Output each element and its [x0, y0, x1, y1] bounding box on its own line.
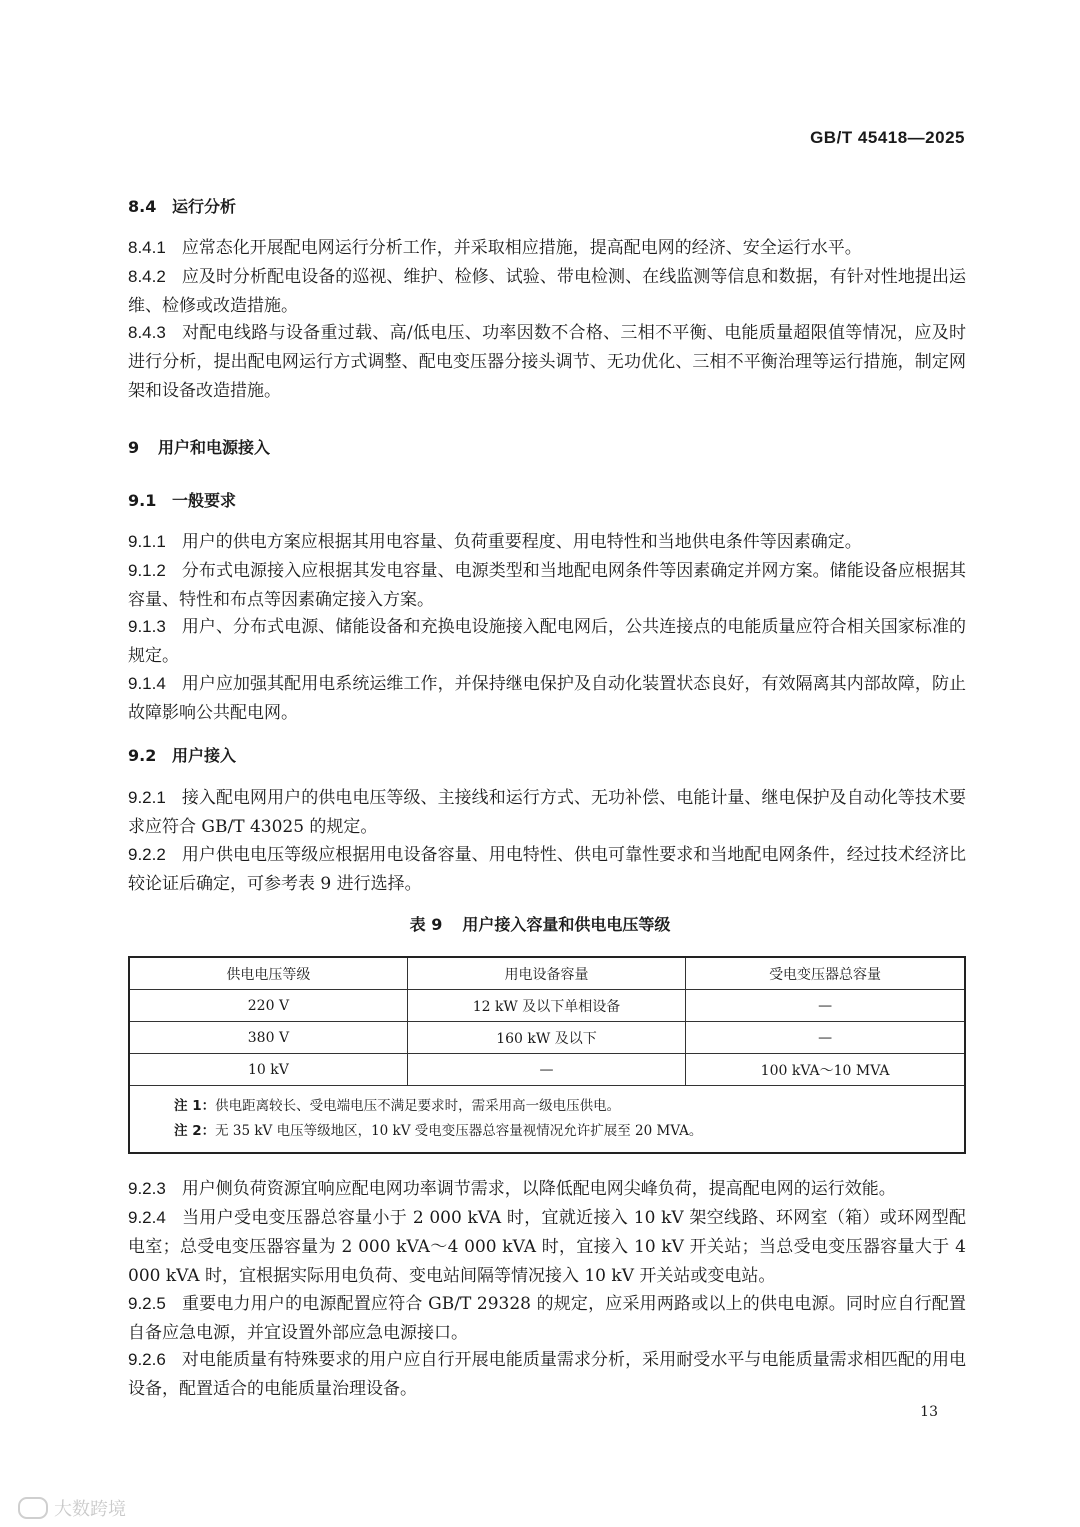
table-row: [129, 990, 965, 1022]
table-cell: —: [686, 1022, 965, 1054]
clause-9-1-3: [128, 612, 966, 671]
section-title: 用户接入: [172, 746, 237, 765]
table-note: [174, 1094, 964, 1119]
clause-text: 用户侧负荷资源宜响应配电网功率调节需求，以降低配电网尖峰负荷，提高配电网的运行效能。: [181, 1179, 896, 1199]
table-row: [129, 1022, 965, 1054]
clause-9-2-6: [128, 1345, 966, 1404]
note-text: 无 35 kV 电压等级地区，10 kV 受电变压器总容量视情况允许扩展至 20 MVA。: [215, 1123, 703, 1139]
table-row: [129, 1054, 965, 1086]
clause-9-2-4: [128, 1203, 966, 1291]
clause-9-2-5: [128, 1289, 966, 1348]
page-number: 13: [920, 1404, 938, 1420]
clause-text: 应常态化开展配电网运行分析工作，并采取相应措施，提高配电网的经济、安全运行水平。: [181, 238, 862, 258]
clause-text: 对配电线路与设备重过载、高/低电压、功率因数不合格、三相不平衡、电能质量超限值等情况，应及时进行分析，提出配电网运行方式调整、配电变压器分接头调节、无功优化、三相不平衡治理等运行措施，制定网架和设备改造措施。: [128, 323, 966, 401]
clause-number: 9.1.3: [128, 617, 166, 636]
clause-number: 8.4.1: [128, 238, 166, 257]
table-cell: 100 kVA～10 MVA: [686, 1054, 965, 1086]
clause-9-1-4: [128, 669, 966, 728]
header-cell: 用电设备容量: [407, 957, 685, 990]
table-cell: 380 V: [129, 1022, 407, 1054]
clause-number: 9.2.3: [128, 1179, 166, 1198]
table-header-row: [129, 957, 965, 990]
section-heading-9-1: [128, 488, 236, 511]
clause-text: 分布式电源接入应根据其发电容量、电源类型和当地配电网条件等因素确定并网方案。储能设备应根据其容量、特性和布点等因素确定接入方案。: [128, 561, 966, 610]
clause-number: 9.1.1: [128, 532, 166, 551]
section-number: 9.2: [128, 746, 157, 765]
section-heading-8-4: [128, 194, 236, 217]
watermark-logo-icon: [18, 1497, 48, 1519]
table-cell: 10 kV: [129, 1054, 407, 1086]
clause-text: 用户、分布式电源、储能设备和充换电设施接入配电网后，公共连接点的电能质量应符合相关国家标准的规定。: [128, 617, 966, 666]
section-title: 用户和电源接入: [158, 438, 271, 457]
section-title: 运行分析: [172, 197, 237, 216]
clause-number: 9.1.4: [128, 674, 166, 693]
clause-8-4-3: [128, 318, 966, 406]
clause-number: 9.2.6: [128, 1350, 166, 1369]
note-text: 供电距离较长、受电端电压不满足要求时，需采用高一级电压供电。: [215, 1098, 621, 1114]
standard-id: GB/T 45418—2025: [810, 128, 965, 147]
table-note: [174, 1119, 964, 1144]
table-cell: —: [686, 990, 965, 1022]
clause-9-2-2: [128, 840, 966, 899]
table-cell: 220 V: [129, 990, 407, 1022]
clause-number: 8.4.2: [128, 267, 166, 286]
section-title: 一般要求: [172, 491, 237, 510]
table-9: [128, 956, 966, 1154]
clause-text: 用户的供电方案应根据其用电容量、负荷重要程度、用电特性和当地供电条件等因素确定。: [181, 532, 862, 552]
clause-8-4-1: [128, 233, 966, 263]
clause-number: 9.2.4: [128, 1208, 166, 1227]
clause-text: 接入配电网用户的供电电压等级、主接线和运行方式、无功补偿、电能计量、继电保护及自动化等技术要求应符合 GB/T 43025 的规定。: [128, 788, 966, 837]
table-caption-number: 表 9: [409, 915, 443, 934]
table-cell: 12 kW 及以下单相设备: [407, 990, 685, 1022]
note-label: 注 1：: [174, 1098, 216, 1114]
header-cell: 受电变压器总容量: [686, 957, 965, 990]
table-cell: —: [407, 1054, 685, 1086]
section-number: 8.4: [128, 197, 157, 216]
clause-9-2-1: [128, 783, 966, 842]
clause-text: 用户应加强其配用电系统运维工作，并保持继电保护及自动化装置状态良好，有效隔离其内部故障，防止故障影响公共配电网。: [128, 674, 966, 723]
table-notes: [129, 1086, 965, 1154]
watermark: [18, 1495, 126, 1521]
watermark-text: 大数跨境: [54, 1499, 126, 1520]
clause-9-1-2: [128, 556, 966, 615]
section-heading-9-2: [128, 743, 236, 766]
table-notes-row: [129, 1086, 965, 1154]
table-caption-title: 用户接入容量和供电电压等级: [462, 915, 671, 934]
clause-text: 重要电力用户的电源配置应符合 GB/T 29328 的规定，应采用两路或以上的供电电源。同时应自行配置自备应急电源，并宜设置外部应急电源接口。: [128, 1294, 966, 1343]
table-caption: [0, 912, 1080, 935]
clause-text: 当用户受电变压器总容量小于 2 000 kVA 时，宜就近接入 10 kV 架空线路、环网室（箱）或环网型配电室；总受电变压器容量为 2 000 kVA～4 000 kVA 时，宜接入 10 kV 开关站；当总受电变压器容量大于 4 000 kVA 时，宜根据实际用电负荷、变电站间隔等情况接入 10 kV 开关站或变电站。: [128, 1208, 966, 1286]
header-cell: 供电电压等级: [129, 957, 407, 990]
clause-8-4-2: [128, 262, 966, 321]
clause-number: 9.2.1: [128, 788, 166, 807]
clause-9-1-1: [128, 527, 966, 557]
clause-number: 9.2.5: [128, 1294, 166, 1313]
section-number: 9: [128, 438, 140, 457]
clause-number: 9.2.2: [128, 845, 166, 864]
clause-text: 用户供电电压等级应根据用电设备容量、用电特性、供电可靠性要求和当地配电网条件，经过技术经济比较论证后确定，可参考表 9 进行选择。: [128, 845, 966, 894]
clause-9-2-3: [128, 1174, 966, 1204]
clause-text: 对电能质量有特殊要求的用户应自行开展电能质量需求分析，采用耐受水平与电能质量需求相匹配的用电设备，配置适合的电能质量治理设备。: [128, 1350, 966, 1399]
clause-number: 9.1.2: [128, 561, 166, 580]
note-label: 注 2：: [174, 1123, 216, 1139]
clause-text: 应及时分析配电设备的巡视、维护、检修、试验、带电检测、在线监测等信息和数据，有针对性地提出运维、检修或改造措施。: [128, 267, 966, 316]
clause-number: 8.4.3: [128, 323, 166, 342]
section-number: 9.1: [128, 491, 157, 510]
table-cell: 160 kW 及以下: [407, 1022, 685, 1054]
section-heading-9: [128, 435, 270, 458]
